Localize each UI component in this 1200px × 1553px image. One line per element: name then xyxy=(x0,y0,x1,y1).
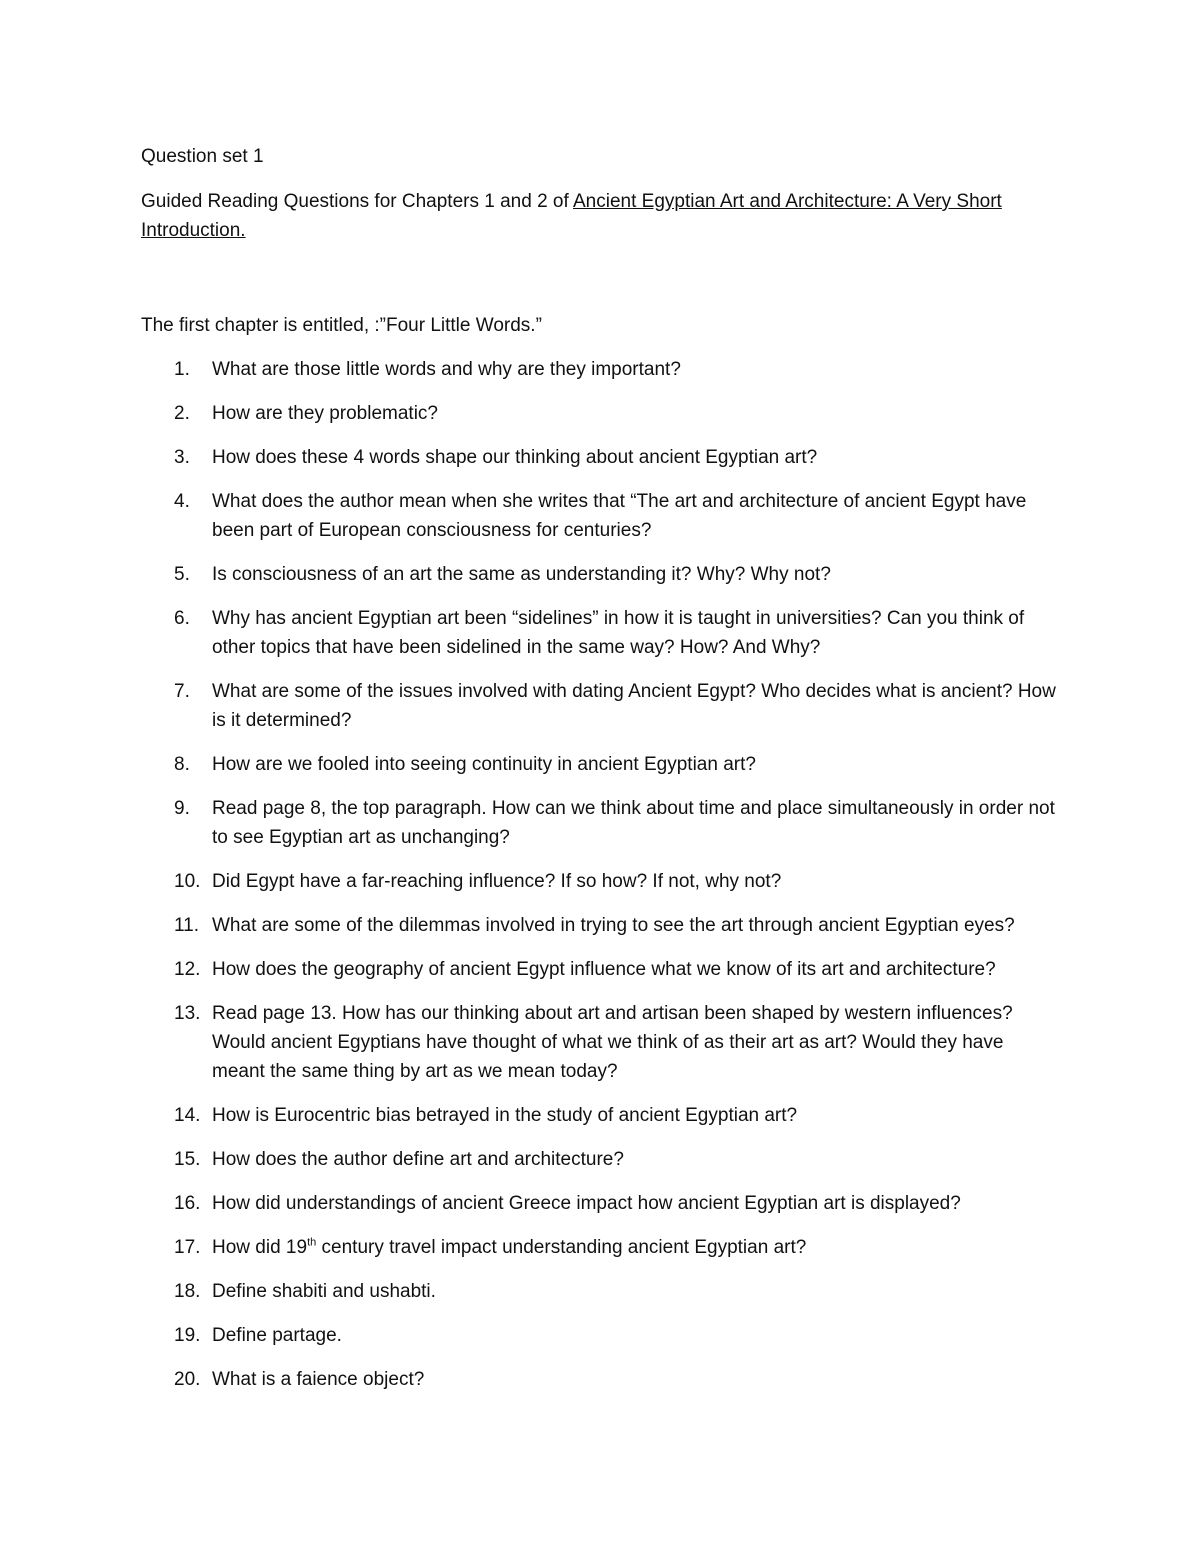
question-number: 16. xyxy=(174,1193,201,1214)
question-list xyxy=(141,355,1061,1394)
question-item xyxy=(141,750,1061,779)
question-item xyxy=(141,867,1061,896)
question-item xyxy=(141,443,1061,472)
question-item xyxy=(141,399,1061,428)
question-item xyxy=(141,794,1061,852)
question-item xyxy=(141,1365,1061,1394)
question-text: Why has ancient Egyptian art been “sidelines” in how it is taught in universities? Can you think of other topics that have been sidelined in the same way? How? And Why? xyxy=(212,608,1025,658)
question-item xyxy=(141,560,1061,589)
question-text: How is Eurocentric bias betrayed in the study of ancient Egyptian art? xyxy=(212,1105,798,1126)
chapter-title-line: The first chapter is entitled, :”Four Little Words.” xyxy=(141,315,542,336)
intro-paragraph xyxy=(141,187,1061,245)
question-text: How does the author define art and architecture? xyxy=(212,1149,624,1170)
question-text: How does these 4 words shape our thinking about ancient Egyptian art? xyxy=(212,447,818,468)
document-body xyxy=(141,142,1061,1409)
question-item xyxy=(141,1321,1061,1350)
question-number: 9. xyxy=(174,798,190,819)
question-number: 15. xyxy=(174,1149,201,1170)
question-text: Read page 13. How has our thinking about art and artisan been shaped by western influences? Would ancient Egyptians have thought of what we think of as their art as art? Would they have meant the same thing by art as we mean today? xyxy=(212,1003,1013,1082)
intro-text: Guided Reading Questions for Chapters 1 and 2 of xyxy=(141,191,573,212)
question-number: 19. xyxy=(174,1325,201,1346)
question-number: 4. xyxy=(174,491,190,512)
question-number: 12. xyxy=(174,959,201,980)
question-text: How are we fooled into seeing continuity in ancient Egyptian art? xyxy=(212,754,756,775)
question-text: What are some of the issues involved with dating Ancient Egypt? Who decides what is ancient? How is it determined? xyxy=(212,681,1056,731)
question-number: 11. xyxy=(174,915,200,936)
question-number: 1. xyxy=(174,359,190,380)
question-item xyxy=(141,677,1061,735)
question-item xyxy=(141,1277,1061,1306)
question-text-before: How did 19 xyxy=(212,1237,308,1258)
question-text: What are some of the dilemmas involved in trying to see the art through ancient Egyptian eyes? xyxy=(212,915,1015,936)
question-item xyxy=(141,955,1061,984)
question-number: 5. xyxy=(174,564,190,585)
question-item xyxy=(141,355,1061,384)
question-text xyxy=(212,1237,806,1258)
question-number: 7. xyxy=(174,681,190,702)
question-item xyxy=(141,604,1061,662)
question-item xyxy=(141,1189,1061,1218)
question-number: 14. xyxy=(174,1105,201,1126)
question-number: 10. xyxy=(174,871,201,892)
book-title: Ancient Egyptian Art and Architecture: A Very Short Introduction. xyxy=(141,191,1002,241)
question-set-title: Question set 1 xyxy=(141,146,264,167)
question-number: 6. xyxy=(174,608,190,629)
question-number: 18. xyxy=(174,1281,201,1302)
question-item xyxy=(141,999,1061,1086)
question-text: Did Egypt have a far-reaching influence? If so how? If not, why not? xyxy=(212,871,782,892)
question-item xyxy=(141,487,1061,545)
question-text: Read page 8, the top paragraph. How can we think about time and place simultaneously in order not to see Egyptian art as unchanging? xyxy=(212,798,1055,848)
question-text-after: century travel impact understanding ancient Egyptian art? xyxy=(316,1237,807,1258)
question-item xyxy=(141,1233,1061,1262)
question-text: What is a faience object? xyxy=(212,1369,425,1390)
question-text: Define shabiti and ushabti. xyxy=(212,1281,436,1302)
question-number: 2. xyxy=(174,403,190,424)
question-number: 3. xyxy=(174,447,190,468)
question-number: 8. xyxy=(174,754,190,775)
question-text: What are those little words and why are they important? xyxy=(212,359,681,380)
question-text: Is consciousness of an art the same as understanding it? Why? Why not? xyxy=(212,564,831,585)
ordinal-suffix: th xyxy=(307,1236,317,1249)
question-text: How does the geography of ancient Egypt influence what we know of its art and architecture? xyxy=(212,959,996,980)
question-text: How did understandings of ancient Greece impact how ancient Egyptian art is displayed? xyxy=(212,1193,961,1214)
question-item xyxy=(141,1101,1061,1130)
question-item xyxy=(141,1145,1061,1174)
question-text: How are they problematic? xyxy=(212,403,438,424)
question-text: What does the author mean when she writes that “The art and architecture of ancient Egypt have been part of European consciousness for centuries? xyxy=(212,491,1027,541)
question-item xyxy=(141,911,1061,940)
question-text: Define partage. xyxy=(212,1325,342,1346)
question-number: 20. xyxy=(174,1369,201,1390)
question-number: 17. xyxy=(174,1237,201,1258)
question-number: 13. xyxy=(174,1003,201,1024)
